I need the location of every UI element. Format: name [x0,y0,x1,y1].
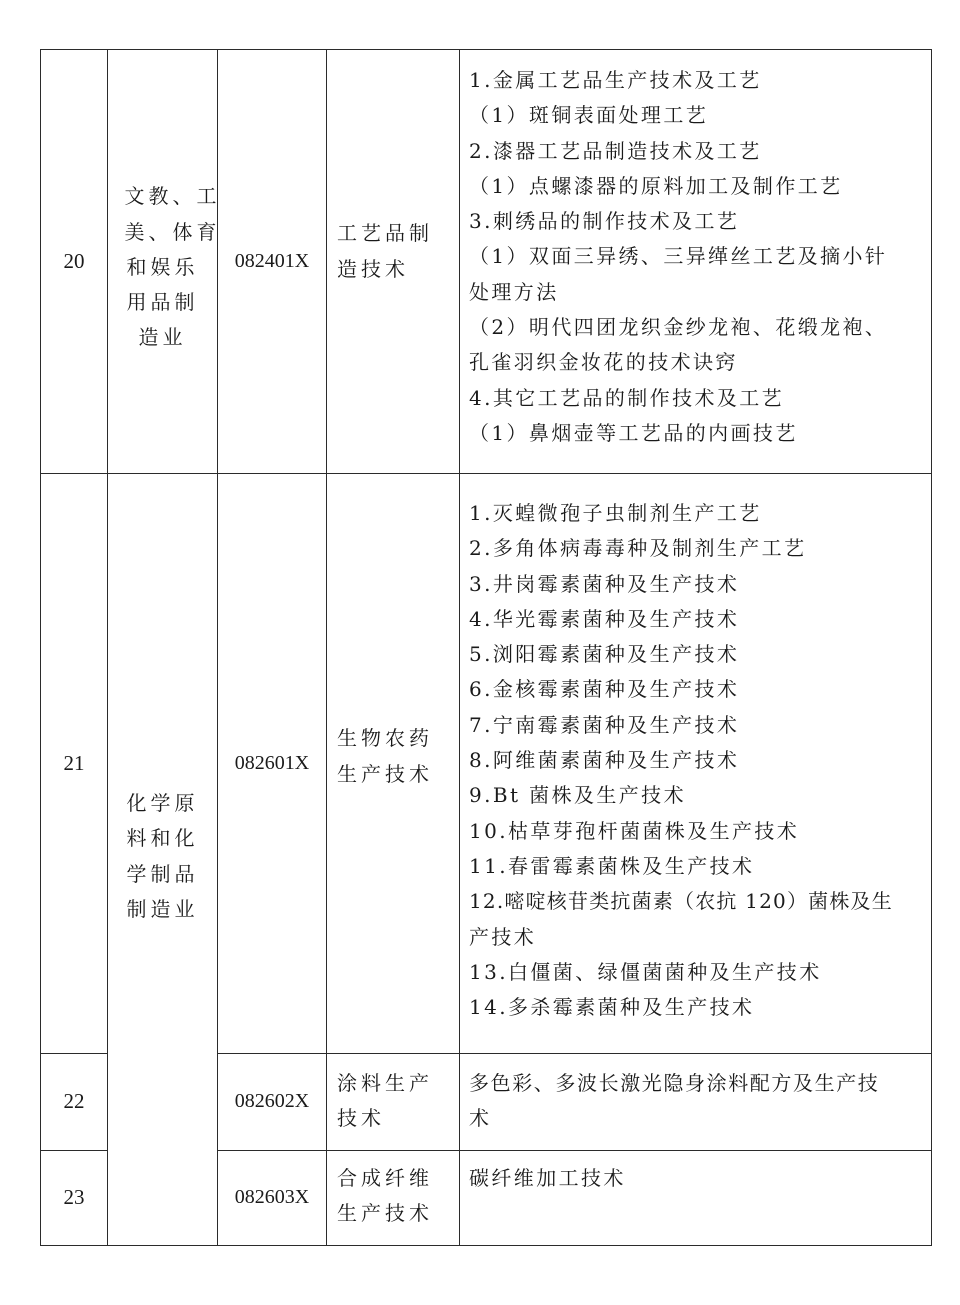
industry-line: 美、体育 [124,219,221,244]
tech-item: 4.华光霉素菌种及生产技术 [469,606,740,631]
tech-item: 13.白僵菌、绿僵菌菌种及生产技术 [469,959,822,984]
tech-item: （1）斑铜表面处理工艺 [469,103,709,128]
technology-cell [460,1151,932,1246]
table-row [41,474,932,1054]
name-line: 合成纤维 [337,1166,433,1190]
technology-table [40,49,932,1246]
row-number: 21 [63,750,85,775]
code-cell [218,50,327,474]
code: 082603X [234,1186,310,1209]
name-line: 涂料生产 [337,1071,433,1095]
tech-item: 处理方法 [469,279,559,304]
name-line: 技术 [337,1106,385,1131]
industry-line: 造业 [138,325,187,350]
industry-line: 制造业 [126,896,199,921]
tech-item: 5.浏阳霉素菌种及生产技术 [469,642,740,667]
tech-item: 2.漆器工艺品制造技术及工艺 [469,138,762,163]
tech-item: 1.金属工艺品生产技术及工艺 [469,68,762,92]
technology-cell [460,50,932,474]
name-cell [327,474,460,1054]
tech-item: 产技术 [469,924,537,949]
tech-item: 2.多角体病毒毒种及制剂生产工艺 [469,536,807,561]
row-number-cell [41,474,108,1054]
code: 082401X [234,249,310,272]
tech-item: 多色彩、多波长激光隐身涂料配方及生产技 [469,1071,880,1095]
tech-item: 6.金核霉素菌种及生产技术 [469,677,740,702]
tech-item: 孔雀羽织金妆花的技术诀窍 [469,350,738,375]
industry-line: 学制品 [126,861,199,886]
name-line: 生产技术 [337,1201,433,1226]
row-number-cell [41,1054,108,1151]
industry-line: 用品制 [126,290,199,315]
industry-line: 料和化 [126,826,199,851]
tech-item: 11.春雷霉素菌株及生产技术 [469,853,755,878]
code-cell [218,474,327,1054]
technology-cell [460,1054,932,1151]
tech-item: 7.宁南霉素菌种及生产技术 [469,712,740,737]
tech-item: 3.井岗霉素菌种及生产技术 [469,571,740,596]
row-number-cell [41,1151,108,1246]
tech-item: 14.多杀霉素菌种及生产技术 [469,995,755,1020]
tech-item: 9.Bt 菌株及生产技术 [469,783,686,808]
row-number-cell [41,50,108,474]
code: 082601X [234,751,310,774]
tech-item: 术 [469,1106,492,1131]
tech-item: （2）明代四团龙织金纱龙袍、花缎龙袍、 [469,315,888,340]
name-line: 生物农药 [337,726,433,751]
name-line: 造技术 [337,256,409,281]
name-line: 生产技术 [337,761,433,786]
row-number: 22 [63,1089,85,1114]
tech-item: 1.灭蝗微孢子虫制剂生产工艺 [469,501,762,525]
name-cell [327,1151,460,1246]
code-cell [218,1151,327,1246]
industry-cell [108,474,218,1246]
name-cell [327,1054,460,1151]
name-line: 工艺品制 [337,221,433,246]
code: 082602X [234,1090,310,1113]
technology-cell [460,474,932,1054]
industry-cell [108,50,221,474]
row-number: 23 [63,1185,85,1210]
tech-item: 3.刺绣品的制作技术及工艺 [469,209,740,234]
tech-item: （1）鼻烟壶等工艺品的内画技艺 [469,420,798,445]
industry-line: 化学原 [126,791,199,815]
tech-item: 12.嘧啶核苷类抗菌素（农抗 120）菌株及生 [469,889,893,914]
tech-item: （1）点螺漆器的原料加工及制作工艺 [469,173,843,198]
row-number: 20 [63,248,85,273]
tech-item: （1）双面三异绣、三异缂丝工艺及摘小针 [469,244,888,269]
table-row [41,50,932,474]
tech-item: 8.阿维菌素菌种及生产技术 [469,748,740,773]
industry-line: 文教、工 [124,184,221,209]
tech-item: 4.其它工艺品的制作技术及工艺 [469,385,785,410]
tech-item: 碳纤维加工技术 [469,1166,626,1190]
tech-item: 10.枯草芽孢杆菌菌株及生产技术 [469,818,800,843]
industry-line: 和娱乐 [126,254,199,279]
code-cell [218,1054,327,1151]
name-cell [327,50,460,474]
